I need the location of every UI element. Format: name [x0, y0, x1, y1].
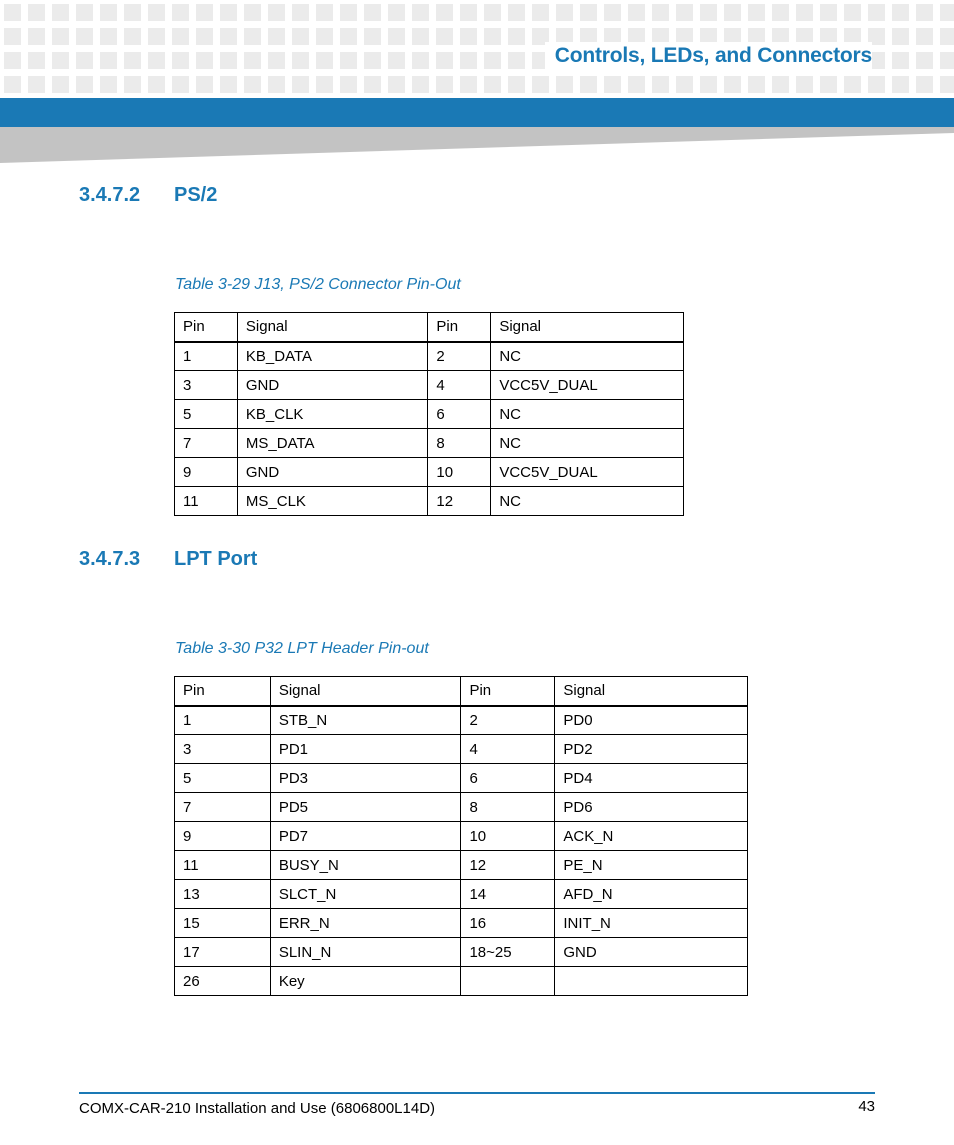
- header-tile: [436, 52, 453, 69]
- table-row: [175, 909, 748, 938]
- header-tile: [652, 4, 669, 21]
- header-tile: [916, 52, 933, 69]
- running-section-title: Controls, LEDs, and Connectors: [545, 42, 872, 70]
- table-cell: KB_CLK: [237, 400, 428, 429]
- column-header: Signal: [270, 677, 461, 706]
- header-tile: [508, 52, 525, 69]
- header-tile: [76, 28, 93, 45]
- table-cell: PD7: [270, 822, 461, 851]
- header-tile: [316, 76, 333, 93]
- table-header-row: [175, 313, 684, 342]
- header-tile: [556, 4, 573, 21]
- table-cell: 5: [175, 764, 271, 793]
- header-tile: [172, 76, 189, 93]
- table-cell: 7: [175, 793, 271, 822]
- table-cell: 6: [461, 764, 555, 793]
- table-cell: NC: [491, 429, 684, 458]
- header-tile: [508, 4, 525, 21]
- table-cell: 26: [175, 967, 271, 996]
- table-cell: 12: [428, 487, 491, 516]
- header-tile: [28, 52, 45, 69]
- header-tile: [412, 4, 429, 21]
- table-cell: PD6: [555, 793, 748, 822]
- table-cell: 15: [175, 909, 271, 938]
- header-tile: [508, 28, 525, 45]
- table-cell: Key: [270, 967, 461, 996]
- table-cell: 8: [461, 793, 555, 822]
- table-cell: BUSY_N: [270, 851, 461, 880]
- header-tile: [460, 4, 477, 21]
- table-cell: SLCT_N: [270, 880, 461, 909]
- header-tile: [100, 76, 117, 93]
- header-tile: [340, 52, 357, 69]
- header-tile: [292, 4, 309, 21]
- table-cell: NC: [491, 400, 684, 429]
- header-tile: [844, 4, 861, 21]
- table-cell: 7: [175, 429, 238, 458]
- header-tile: [484, 4, 501, 21]
- table-cell: PD0: [555, 706, 748, 735]
- header-tile: [124, 52, 141, 69]
- header-tile: [772, 76, 789, 93]
- table-cell: INIT_N: [555, 909, 748, 938]
- header-tile: [868, 4, 885, 21]
- column-header: Signal: [237, 313, 428, 342]
- header-tile: [580, 4, 597, 21]
- header-tile: [460, 76, 477, 93]
- header-tile: [940, 4, 954, 21]
- header-tile: [52, 52, 69, 69]
- header-tile: [292, 76, 309, 93]
- header-tile: [268, 76, 285, 93]
- table-cell: PD5: [270, 793, 461, 822]
- header-tile: [100, 4, 117, 21]
- column-header: Pin: [428, 313, 491, 342]
- table-row: [175, 706, 748, 735]
- table-row: [175, 458, 684, 487]
- header-tile: [820, 4, 837, 21]
- header-tile: [28, 76, 45, 93]
- table-cell: 17: [175, 938, 271, 967]
- header-tile: [196, 52, 213, 69]
- table-cell: GND: [237, 371, 428, 400]
- table-cell: 4: [461, 735, 555, 764]
- lpt-pinout-table: [174, 676, 748, 996]
- column-header: Signal: [555, 677, 748, 706]
- table-cell: 3: [175, 371, 238, 400]
- header-tile: [412, 52, 429, 69]
- column-header: Signal: [491, 313, 684, 342]
- table-cell: 14: [461, 880, 555, 909]
- header-tile: [676, 76, 693, 93]
- header-tile: [268, 4, 285, 21]
- header-tile: [628, 4, 645, 21]
- header-tile: [148, 52, 165, 69]
- table-cell: [555, 967, 748, 996]
- header-tile: [292, 52, 309, 69]
- header-tile: [628, 76, 645, 93]
- table-cell: 2: [428, 342, 491, 371]
- table-cell: 13: [175, 880, 271, 909]
- table-cell: 1: [175, 706, 271, 735]
- table-cell: NC: [491, 342, 684, 371]
- header-tile: [484, 76, 501, 93]
- header-tile: [748, 76, 765, 93]
- header-tile: [76, 52, 93, 69]
- header-tile: [388, 4, 405, 21]
- header-tile: [148, 28, 165, 45]
- table-row: [175, 822, 748, 851]
- header-tile: [916, 76, 933, 93]
- header-tile: [244, 4, 261, 21]
- header-tile: [172, 4, 189, 21]
- header-tile: [124, 28, 141, 45]
- header-tile: [700, 4, 717, 21]
- header-blue-band: [0, 98, 954, 127]
- header-tile: [940, 76, 954, 93]
- header-tile: [532, 4, 549, 21]
- footer-document-title: COMX-CAR-210 Installation and Use (6806800L14D): [79, 1100, 436, 1117]
- header-tile: [892, 4, 909, 21]
- header-tile: [820, 76, 837, 93]
- header-tile: [220, 52, 237, 69]
- header-tile: [52, 4, 69, 21]
- table-row: [175, 342, 684, 371]
- header-tile: [772, 4, 789, 21]
- header-tile: [892, 52, 909, 69]
- table-row: [175, 429, 684, 458]
- table-row: [175, 371, 684, 400]
- header-tile: [316, 28, 333, 45]
- header-tile: [4, 28, 21, 45]
- header-tile: [340, 76, 357, 93]
- header-tile: [364, 76, 381, 93]
- header-tile: [508, 76, 525, 93]
- column-header: Pin: [175, 313, 238, 342]
- header-tile: [268, 28, 285, 45]
- header-tile: [316, 4, 333, 21]
- table-row: [175, 793, 748, 822]
- table-row: [175, 967, 748, 996]
- header-tile: [436, 76, 453, 93]
- header-tile: [676, 4, 693, 21]
- table-row: [175, 938, 748, 967]
- header-tile: [388, 52, 405, 69]
- table-cell: 18~25: [461, 938, 555, 967]
- table-cell: 11: [175, 487, 238, 516]
- header-tile: [412, 76, 429, 93]
- header-tile: [28, 28, 45, 45]
- header-tile: [364, 52, 381, 69]
- header-tile: [724, 76, 741, 93]
- table-cell: GND: [555, 938, 748, 967]
- header-tile: [580, 76, 597, 93]
- header-tile: [196, 4, 213, 21]
- table-cell: [461, 967, 555, 996]
- table-cell: SLIN_N: [270, 938, 461, 967]
- table-cell: VCC5V_DUAL: [491, 371, 684, 400]
- header-tile: [436, 28, 453, 45]
- header-tile: [124, 4, 141, 21]
- header-tile: [460, 28, 477, 45]
- header-tile: [604, 76, 621, 93]
- table-cell: 4: [428, 371, 491, 400]
- table-cell: NC: [491, 487, 684, 516]
- header-tile: [604, 4, 621, 21]
- header-tile: [4, 4, 21, 21]
- header-tile: [892, 28, 909, 45]
- ps2-table-caption: Table 3-29 J13, PS/2 Connector Pin-Out: [175, 276, 461, 293]
- table-cell: 9: [175, 458, 238, 487]
- lpt-heading: 3.4.7.3 LPT Port: [79, 548, 258, 570]
- header-tile: [148, 76, 165, 93]
- header-tile: [748, 4, 765, 21]
- table-cell: VCC5V_DUAL: [491, 458, 684, 487]
- header-tile: [244, 76, 261, 93]
- column-header: Pin: [175, 677, 271, 706]
- header-tile: [244, 52, 261, 69]
- table-cell: 6: [428, 400, 491, 429]
- header-tile: [148, 4, 165, 21]
- table-cell: PD2: [555, 735, 748, 764]
- header-tile: [364, 4, 381, 21]
- header-tile: [916, 4, 933, 21]
- header-tile: [436, 4, 453, 21]
- table-cell: STB_N: [270, 706, 461, 735]
- footer-rule: [79, 1092, 875, 1094]
- table-cell: 10: [461, 822, 555, 851]
- header-tile: [412, 28, 429, 45]
- header-tile: [172, 52, 189, 69]
- table-cell: ERR_N: [270, 909, 461, 938]
- header-tile: [316, 52, 333, 69]
- table-header-row: [175, 677, 748, 706]
- header-tile: [892, 76, 909, 93]
- column-header: Pin: [461, 677, 555, 706]
- lpt-table-caption: Table 3-30 P32 LPT Header Pin-out: [175, 640, 429, 657]
- header-tile: [388, 28, 405, 45]
- header-tile: [244, 28, 261, 45]
- header-tile: [220, 4, 237, 21]
- header-tile: [868, 76, 885, 93]
- header-tile: [796, 76, 813, 93]
- table-row: [175, 735, 748, 764]
- table-cell: 8: [428, 429, 491, 458]
- table-cell: 1: [175, 342, 238, 371]
- header-tile: [52, 76, 69, 93]
- table-cell: PD3: [270, 764, 461, 793]
- table-cell: PD4: [555, 764, 748, 793]
- table-cell: 9: [175, 822, 271, 851]
- header-tile: [340, 28, 357, 45]
- header-tile: [724, 4, 741, 21]
- header-tile: [532, 76, 549, 93]
- header-tile: [124, 76, 141, 93]
- ps2-pinout-table: [174, 312, 684, 516]
- header-tile: [484, 28, 501, 45]
- header-tile: [76, 76, 93, 93]
- header-grey-wedge: [0, 127, 954, 167]
- table-cell: 2: [461, 706, 555, 735]
- header-tile: [4, 76, 21, 93]
- header-tile: [340, 4, 357, 21]
- header-tile: [76, 4, 93, 21]
- table-cell: PD1: [270, 735, 461, 764]
- header-tile: [196, 76, 213, 93]
- table-row: [175, 880, 748, 909]
- header-tile: [196, 28, 213, 45]
- table-cell: 16: [461, 909, 555, 938]
- header-tile: [916, 28, 933, 45]
- header-tile: [484, 52, 501, 69]
- header-tile: [796, 4, 813, 21]
- table-cell: 12: [461, 851, 555, 880]
- header-tile: [460, 52, 477, 69]
- table-cell: 3: [175, 735, 271, 764]
- header-tile: [172, 28, 189, 45]
- header-tile: [268, 52, 285, 69]
- table-cell: 11: [175, 851, 271, 880]
- header-tile: [220, 28, 237, 45]
- table-cell: MS_DATA: [237, 429, 428, 458]
- header-tile: [388, 76, 405, 93]
- header-tile: [52, 28, 69, 45]
- header-tile: [940, 28, 954, 45]
- header-tile: [4, 52, 21, 69]
- table-cell: PE_N: [555, 851, 748, 880]
- header-tile: [28, 4, 45, 21]
- table-row: [175, 764, 748, 793]
- table-cell: MS_CLK: [237, 487, 428, 516]
- table-cell: KB_DATA: [237, 342, 428, 371]
- table-row: [175, 487, 684, 516]
- header-tile: [292, 28, 309, 45]
- header-tile: [100, 52, 117, 69]
- ps2-heading: 3.4.7.2 PS/2: [79, 184, 218, 206]
- table-cell: AFD_N: [555, 880, 748, 909]
- header-tile: [364, 28, 381, 45]
- table-cell: GND: [237, 458, 428, 487]
- header-tile: [556, 76, 573, 93]
- table-cell: 10: [428, 458, 491, 487]
- header-tile: [844, 76, 861, 93]
- page-number: 43: [858, 1098, 875, 1115]
- table-row: [175, 400, 684, 429]
- table-cell: ACK_N: [555, 822, 748, 851]
- header-tile: [220, 76, 237, 93]
- header-tile: [940, 52, 954, 69]
- table-row: [175, 851, 748, 880]
- header-tile: [700, 76, 717, 93]
- table-cell: 5: [175, 400, 238, 429]
- header-tile: [100, 28, 117, 45]
- header-tile: [652, 76, 669, 93]
